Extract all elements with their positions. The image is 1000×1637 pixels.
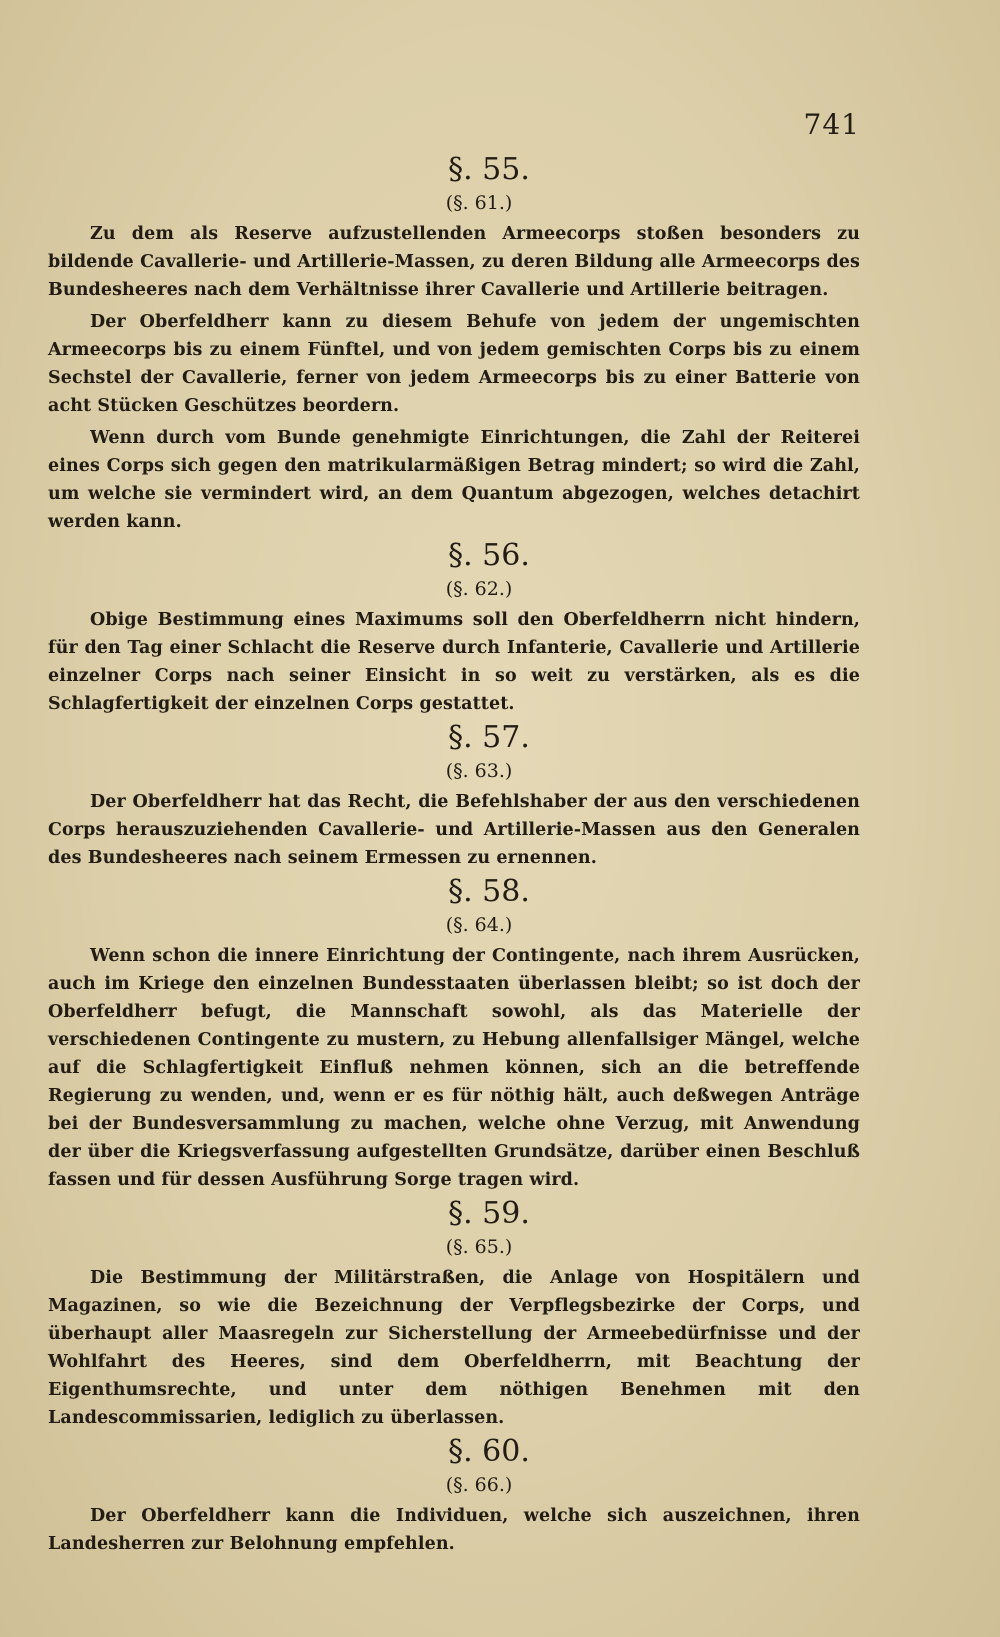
section-55 <box>48 150 860 536</box>
section-reference: (§. 66.) <box>445 1474 513 1496</box>
section-60 <box>48 1432 860 1558</box>
paragraph: Der Oberfeldherr hat das Recht, die Befehlshaber der aus den verschiedenen Corps herauszuziehenden Cavallerie- und Artillerie-Massen aus den Generalen des Bundesheeres nach seinem Ermessen zu ernennen. <box>48 792 860 868</box>
section-reference: (§. 62.) <box>445 578 513 600</box>
section-56 <box>48 536 860 718</box>
section-reference: (§. 63.) <box>445 760 513 782</box>
section-reference: (§. 64.) <box>445 914 513 936</box>
section-heading: §. 56. <box>448 538 530 573</box>
paragraph: Der Oberfeldherr kann zu diesem Behufe von jedem der ungemischten Armeecorps bis zu einem Fünftel, und von jedem gemischten Corps bis zu einem Sechstel der Cavallerie, ferner von jedem Armeecorps bis zu einer Batterie von acht Stücken Geschützes beordern. <box>48 312 860 416</box>
paragraph: Wenn schon die innere Einrichtung der Contingente, nach ihrem Ausrücken, auch im Kriege den einzelnen Bundesstaaten überlassen bleibt; so ist doch der Oberfeldherr befugt, die Mannschaft sowohl, als das Materielle der verschiedenen Contingente zu mustern, zu Hebung allenfallsiger Mängel, welche auf die Schlagfertigkeit Einfluß nehmen können, sich an die betreffende Regierung zu wenden, und, wenn er es für nöthig hält, auch deßwegen Anträge bei der Bundesversammlung zu machen, welche ohne Verzug, mit Anwendung der über die Kriegsverfassung aufgestellten Grundsätze, darüber einen Beschluß fassen und für dessen Ausführung Sorge tragen wird. <box>48 946 860 1190</box>
paragraph: Der Oberfeldherr kann die Individuen, welche sich auszeichnen, ihren Landesherren zur Belohnung empfehlen. <box>48 1506 860 1554</box>
section-57 <box>48 718 860 872</box>
page-number: 741 <box>803 108 860 141</box>
section-heading: §. 57. <box>448 720 530 755</box>
section-59 <box>48 1194 860 1432</box>
document-body <box>48 150 860 1558</box>
section-heading: §. 58. <box>448 874 530 909</box>
paragraph: Zu dem als Reserve aufzustellenden Armeecorps stoßen besonders zu bildende Cavallerie- und Artillerie-Massen, zu deren Bildung alle Armeecorps des Bundesheeres nach dem Verhältnisse ihrer Cavallerie und Artillerie beitragen. <box>48 224 860 300</box>
section-heading: §. 55. <box>448 152 530 187</box>
section-reference: (§. 65.) <box>445 1236 513 1258</box>
section-58 <box>48 872 860 1194</box>
paragraph: Wenn durch vom Bunde genehmigte Einrichtungen, die Zahl der Reiterei eines Corps sich gegen den matrikularmäßigen Betrag mindert; so wird die Zahl, um welche sie vermindert wird, an dem Quantum abgezogen, welches detachirt werden kann. <box>48 428 860 532</box>
paragraph: Obige Bestimmung eines Maximums soll den Oberfeldherrn nicht hindern, für den Tag einer Schlacht die Reserve durch Infanterie, Cavallerie und Artillerie einzelner Corps nach seiner Einsicht in so weit zu verstärken, als es die Schlagfertigkeit der einzelnen Corps gestattet. <box>48 610 860 714</box>
section-heading: §. 59. <box>448 1196 530 1231</box>
section-reference: (§. 61.) <box>445 192 513 214</box>
paragraph: Die Bestimmung der Militärstraßen, die Anlage von Hospitälern und Magazinen, so wie die Bezeichnung der Verpflegsbezirke der Corps, und überhaupt aller Maasregeln zur Sicherstellung der Armeebedürfnisse und der Wohlfahrt des Heeres, sind dem Oberfeldherrn, mit Beachtung der Eigenthumsrechte, und unter dem nöthigen Benehmen mit den Landescommissarien, lediglich zu überlassen. <box>48 1268 860 1428</box>
section-heading: §. 60. <box>448 1434 530 1469</box>
